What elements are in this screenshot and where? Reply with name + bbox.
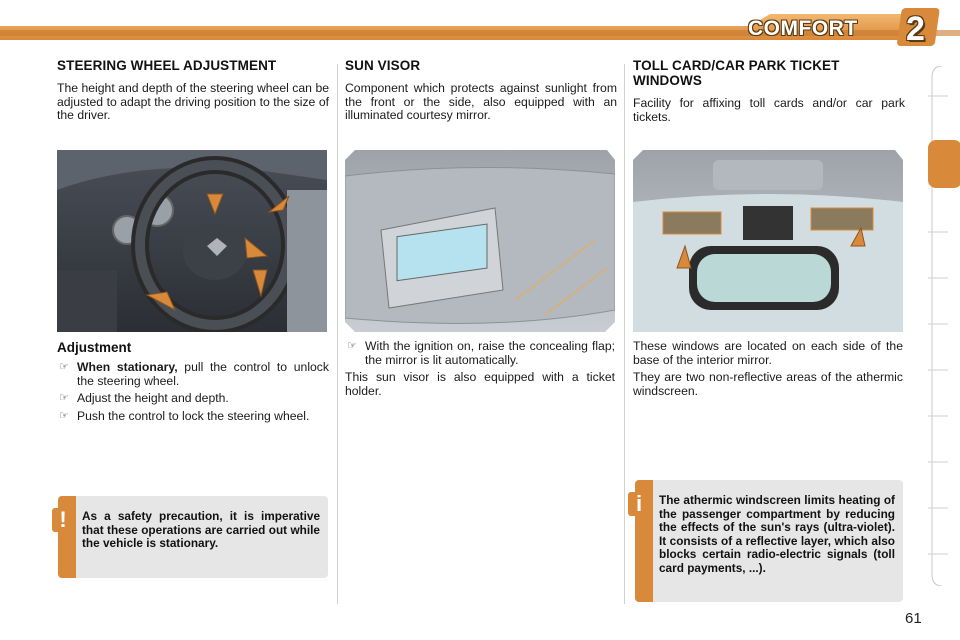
info-icon: i (628, 492, 650, 516)
safety-warning-text: As a safety precaution, it is imperative that these operations are carried out while the vehicle is stationary. (82, 509, 320, 550)
toll-intro: Facility for affixing toll cards and/or car park tickets. (633, 96, 905, 124)
chapter-title: COMFORT (748, 17, 858, 40)
steering-intro: The height and depth of the steering wheel can be adjusted to adapt the driving position to the size of the driver. (57, 81, 329, 122)
toll-window-photo (633, 150, 903, 332)
pointing-hand-icon: ☞ (59, 409, 69, 422)
pointing-hand-icon: ☞ (347, 340, 357, 352)
list-item (57, 361, 329, 388)
list-item (57, 392, 329, 406)
safety-warning-box (58, 496, 328, 578)
column-divider (624, 64, 625, 604)
list-item (57, 410, 329, 424)
steering-wheel-photo (57, 150, 327, 332)
info-box (635, 480, 903, 602)
adjustment-title: Adjustment (57, 340, 132, 355)
chapter-tabs[interactable] (928, 66, 960, 586)
column-divider (337, 64, 338, 604)
sun-visor-photo (345, 150, 615, 332)
sun-visor-lower (345, 340, 615, 402)
toll-lower (633, 340, 903, 402)
toll-section (633, 58, 905, 128)
step-text: Adjust the height and depth. (77, 391, 229, 405)
steering-title: STEERING WHEEL ADJUSTMENT (57, 58, 277, 73)
toll-para1: These windows are located on each side of the base of the interior mirror. (633, 339, 903, 367)
chapter-number: 2 (906, 10, 925, 48)
chapter-header (0, 0, 960, 50)
step-text: With the ignition on, raise the concealing flap; the mirror is lit automatically. (365, 339, 615, 367)
step-text: pull the control to unlock the steering wheel. (77, 360, 329, 388)
pointing-hand-icon: ☞ (59, 361, 69, 373)
steering-section (57, 58, 329, 127)
adjustment-section (57, 340, 329, 427)
sun-visor-section (345, 58, 617, 127)
list-item (345, 340, 615, 367)
sun-visor-title: SUN VISOR (345, 58, 421, 73)
toll-title: TOLL CARD/CAR PARK TICKET WINDOWS (633, 58, 840, 88)
step-bold: When stationary, (77, 360, 178, 374)
page-number: 61 (905, 610, 922, 627)
toll-para2: They are two non-reflective areas of the athermic windscreen. (633, 370, 903, 398)
sun-visor-note: This sun visor is also equipped with a ticket holder. (345, 370, 615, 398)
pointing-hand-icon: ☞ (59, 392, 69, 404)
sun-visor-intro: Component which protects against sunlight from the front or the side, also equipped with an illuminated courtesy mirror. (345, 81, 617, 122)
step-text: Push the control to lock the steering wheel. (77, 408, 310, 423)
warning-icon: ! (52, 508, 74, 532)
info-text: The athermic windscreen limits heating of the passenger compartment by reducing the effects of the sun's rays (ultra-violet). It consists of a reflective layer, which also blocks certain radio-electric signals (toll card payments, ...). (659, 493, 895, 575)
